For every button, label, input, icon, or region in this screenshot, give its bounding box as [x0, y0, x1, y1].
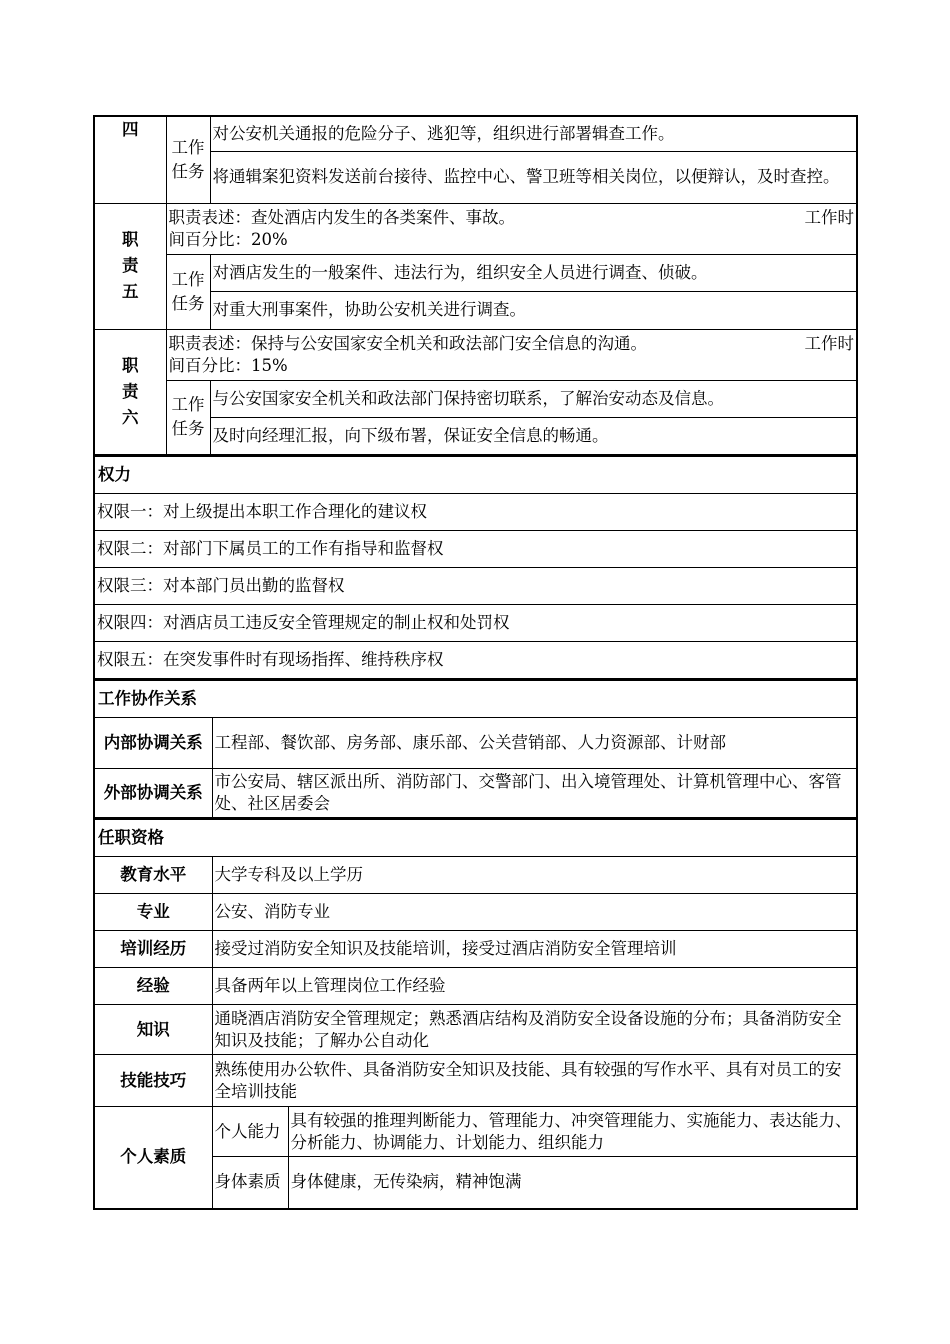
duty-5-task-1: 对酒店发生的一般案件、违法行为，组织安全人员进行调查、侦破。: [210, 254, 857, 291]
duty-6-description: 职责表述：保持与公安国家安全机关和政法部门安全信息的沟通。: [168, 333, 647, 353]
skills-label: 技能技巧: [94, 1055, 212, 1107]
authority-item-5: 权限五：在突发事件时有现场指挥、维持秩序权: [94, 642, 857, 679]
duty-5-label: 职责五: [94, 203, 166, 329]
authority-title: 权力: [94, 457, 857, 494]
training-value: 接受过消防安全知识及技能培训，接受过酒店消防安全管理培训: [212, 931, 857, 968]
duty-6-task-2: 及时向经理汇报，向下级布署，保证安全信息的畅通。: [210, 417, 857, 455]
cooperation-title: 工作协作关系: [94, 680, 857, 717]
authority-table: [93, 456, 858, 680]
authority-item-2: 权限二：对部门下属员工的工作有指导和监督权: [94, 531, 857, 568]
qualifications-title: 任职资格: [94, 820, 857, 857]
duty-6-percent: 间百分比：15%: [168, 355, 288, 375]
knowledge-label: 知识: [94, 1005, 212, 1055]
personal-ability-value: 具有较强的推理判断能力、管理能力、冲突管理能力、实施能力、表达能力、分析能力、协调能力、计划能力、组织能力: [288, 1107, 857, 1157]
major-value: 公安、消防专业: [212, 894, 857, 931]
duty-6-task-1: 与公安国家安全机关和政法部门保持密切联系，了解治安动态及信息。: [210, 380, 857, 417]
experience-label: 经验: [94, 968, 212, 1005]
skills-value: 熟练使用办公软件、具备消防安全知识及技能、具有较强的写作水平、具有对员工的安全培训技能: [212, 1055, 857, 1107]
personal-ability-label: 个人能力: [212, 1107, 288, 1157]
duty-4-task-1: 对公安机关通报的危险分子、逃犯等，组织进行部署辑查工作。: [210, 116, 857, 151]
job-description-page: [93, 115, 858, 1210]
physical-quality-value: 身体健康，无传染病，精神饱满: [288, 1157, 857, 1209]
duty-5-description: 职责表述：查处酒店内发生的各类案件、事故。: [168, 207, 515, 227]
authority-item-3: 权限三：对本部门员出勤的监督权: [94, 568, 857, 605]
duty-5-percent: 间百分比：20%: [168, 229, 288, 249]
experience-value: 具备两年以上管理岗位工作经验: [212, 968, 857, 1005]
external-coordination-value: 市公安局、辖区派出所、消防部门、交警部门、出入境管理处、计算机管理中心、客管处、社区居委会: [212, 768, 857, 818]
major-label: 专业: [94, 894, 212, 931]
duty-4-task-2: 将通辑案犯资料发送前台接待、监控中心、警卫班等相关岗位，以便辩认，及时查控。: [210, 151, 857, 203]
education-label: 教育水平: [94, 857, 212, 894]
duty-6-time-label: 工作时: [804, 333, 854, 353]
authority-item-4: 权限四：对酒店员工违反安全管理规定的制止权和处罚权: [94, 605, 857, 642]
internal-coordination-value: 工程部、餐饮部、房务部、康乐部、公关营销部、人力资源部、计财部: [212, 717, 857, 768]
external-coordination-label: 外部协调关系: [94, 768, 212, 818]
duty-4-label: 四: [94, 116, 166, 203]
authority-item-1: 权限一：对上级提出本职工作合理化的建议权: [94, 494, 857, 531]
duty-6-task-label: 工作任务: [166, 380, 210, 455]
qualifications-table: [93, 819, 858, 1210]
duty-6-description-cell: [166, 329, 857, 380]
duty-5-task-label: 工作任务: [166, 254, 210, 329]
personal-quality-label: 个人素质: [94, 1107, 212, 1209]
duty-4-task-label: 工作任务: [166, 116, 210, 203]
cooperation-table: [93, 680, 858, 820]
physical-quality-label: 身体素质: [212, 1157, 288, 1209]
duty-6-label: 职责六: [94, 329, 166, 455]
duty-5-time-label: 工作时: [804, 207, 854, 227]
knowledge-value: 通晓酒店消防安全管理规定；熟悉酒店结构及消防安全设备设施的分布；具备消防安全知识及技能；了解办公自动化: [212, 1005, 857, 1055]
duty-5-task-2: 对重大刑事案件，协助公安机关进行调查。: [210, 291, 857, 329]
duty-5-description-cell: [166, 203, 857, 254]
duties-table: [93, 115, 858, 456]
training-label: 培训经历: [94, 931, 212, 968]
education-value: 大学专科及以上学历: [212, 857, 857, 894]
internal-coordination-label: 内部协调关系: [94, 717, 212, 768]
